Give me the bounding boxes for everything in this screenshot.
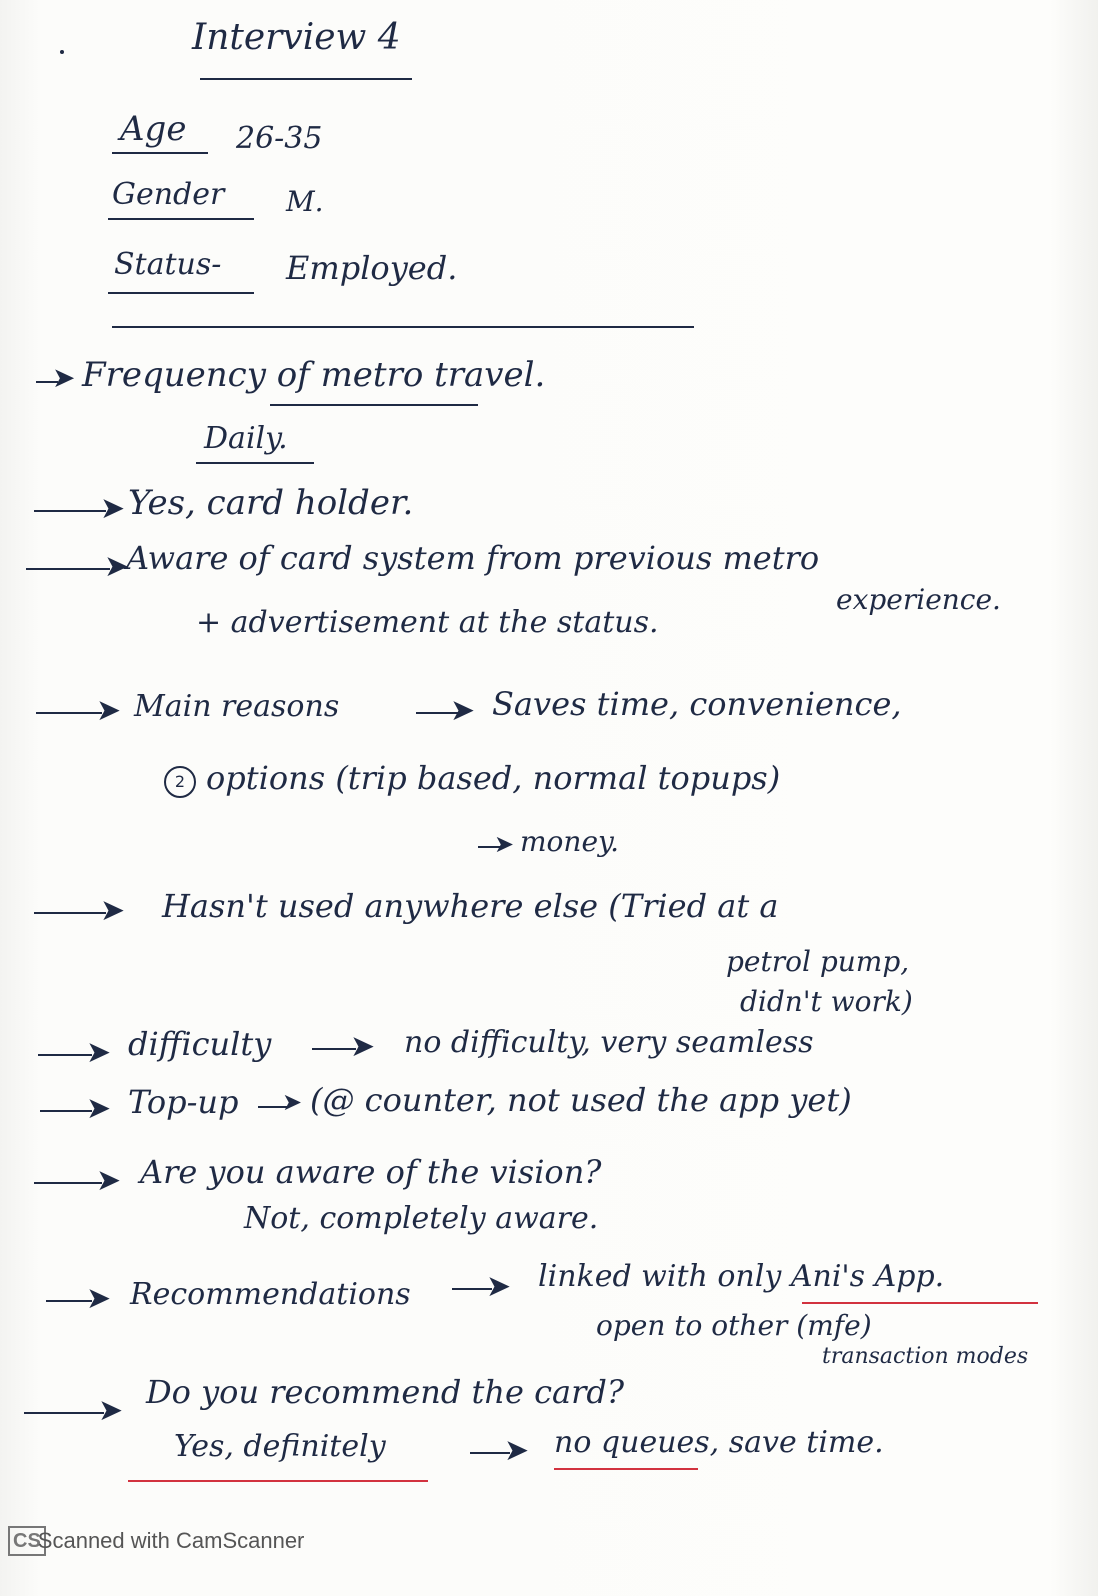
section-divider (112, 326, 694, 328)
used-elsewhere-2: petrol pump, (726, 945, 910, 978)
arrow-line (34, 1182, 102, 1184)
arrow-icon: ➤ (96, 1163, 122, 1198)
arrow-icon: ➤ (86, 1281, 112, 1316)
arrow-line (38, 1054, 92, 1056)
option-count-badge: 2 (164, 766, 196, 798)
highlight-underline (554, 1468, 698, 1470)
ink-dot (60, 50, 64, 54)
aware-line-1: Aware of card system from previous metro (126, 539, 820, 577)
scanner-watermark (8, 1524, 304, 1558)
gender-value: M. (286, 185, 324, 218)
arrow-icon: ➤ (486, 1269, 512, 1304)
frequency-underline (270, 404, 478, 406)
options-money: money. (520, 825, 620, 858)
difficulty-label: difficulty (128, 1025, 272, 1063)
arrow-line (40, 1110, 92, 1112)
arrow-icon: ➤ (100, 893, 126, 928)
difficulty-value: no difficulty, very seamless (404, 1025, 814, 1060)
arrow-icon: ➤ (96, 693, 122, 728)
arrow-icon: ➤ (86, 1091, 112, 1126)
recommendation-1: linked with only Ani's App. (538, 1259, 945, 1294)
options-text: options (trip based, normal topups) (206, 759, 781, 797)
arrow-icon: ➤ (98, 1393, 124, 1428)
recommendation-2: open to other (mfe) (596, 1309, 872, 1342)
title-underline (200, 78, 412, 80)
frequency-answer-underline (196, 462, 314, 464)
arrow-icon: ➤ (494, 830, 515, 858)
gender-label: Gender (112, 177, 225, 212)
vision-answer: Not, completely aware. (244, 1201, 599, 1236)
arrow-icon: ➤ (504, 1433, 530, 1468)
gender-underline (108, 218, 254, 220)
age-label: Age (120, 109, 187, 149)
main-reasons-value: Saves time, convenience, (492, 685, 902, 723)
arrow-icon: ➤ (282, 1088, 303, 1116)
camscanner-logo: CS (8, 1526, 46, 1556)
topup-value: (@ counter, not used the app yet) (310, 1081, 852, 1119)
frequency-answer: Daily. (204, 421, 288, 456)
frequency-question: Frequency of metro travel. (82, 355, 546, 395)
recommendation-3: transaction modes (822, 1344, 1029, 1369)
main-reasons-label: Main reasons (134, 689, 340, 724)
page-title: Interview 4 (192, 17, 401, 58)
arrow-icon: ➤ (100, 491, 126, 526)
recommendations-label: Recommendations (130, 1277, 411, 1312)
recommend-question: Do you recommend the card? (146, 1373, 625, 1411)
arrow-line (36, 712, 102, 714)
recommend-answer: Yes, definitely (174, 1429, 386, 1464)
status-label: Status- (114, 247, 222, 282)
age-value: 26-35 (236, 121, 323, 156)
arrow-icon: ➤ (104, 549, 130, 584)
status-underline (108, 292, 254, 294)
arrow-icon: ➤ (450, 693, 476, 728)
aware-line-2: + advertisement at the status. (196, 605, 659, 640)
recommend-reason: no queues, save time. (554, 1425, 884, 1460)
used-elsewhere-3: didn't work) (740, 985, 913, 1018)
status-value: Employed. (286, 249, 458, 287)
card-holder-note: Yes, card holder. (128, 483, 414, 523)
vision-question: Are you aware of the vision? (140, 1153, 602, 1191)
highlight-underline (802, 1302, 1038, 1304)
highlight-underline (128, 1480, 428, 1482)
used-elsewhere: Hasn't used anywhere else (Tried at a (162, 887, 779, 925)
arrow-line (34, 510, 106, 512)
arrow-icon: ➤ (350, 1029, 376, 1064)
arrow-line (26, 568, 110, 570)
aware-line-2b: experience. (836, 583, 1001, 616)
arrow-line (34, 912, 106, 914)
watermark-text: Scanned with CamScanner (37, 1528, 305, 1553)
arrow-icon: ➤ (86, 1035, 112, 1070)
age-underline (112, 152, 208, 154)
arrow-icon: ➤ (52, 361, 76, 394)
topup-label: Top-up (128, 1083, 239, 1121)
arrow-line (24, 1412, 104, 1414)
